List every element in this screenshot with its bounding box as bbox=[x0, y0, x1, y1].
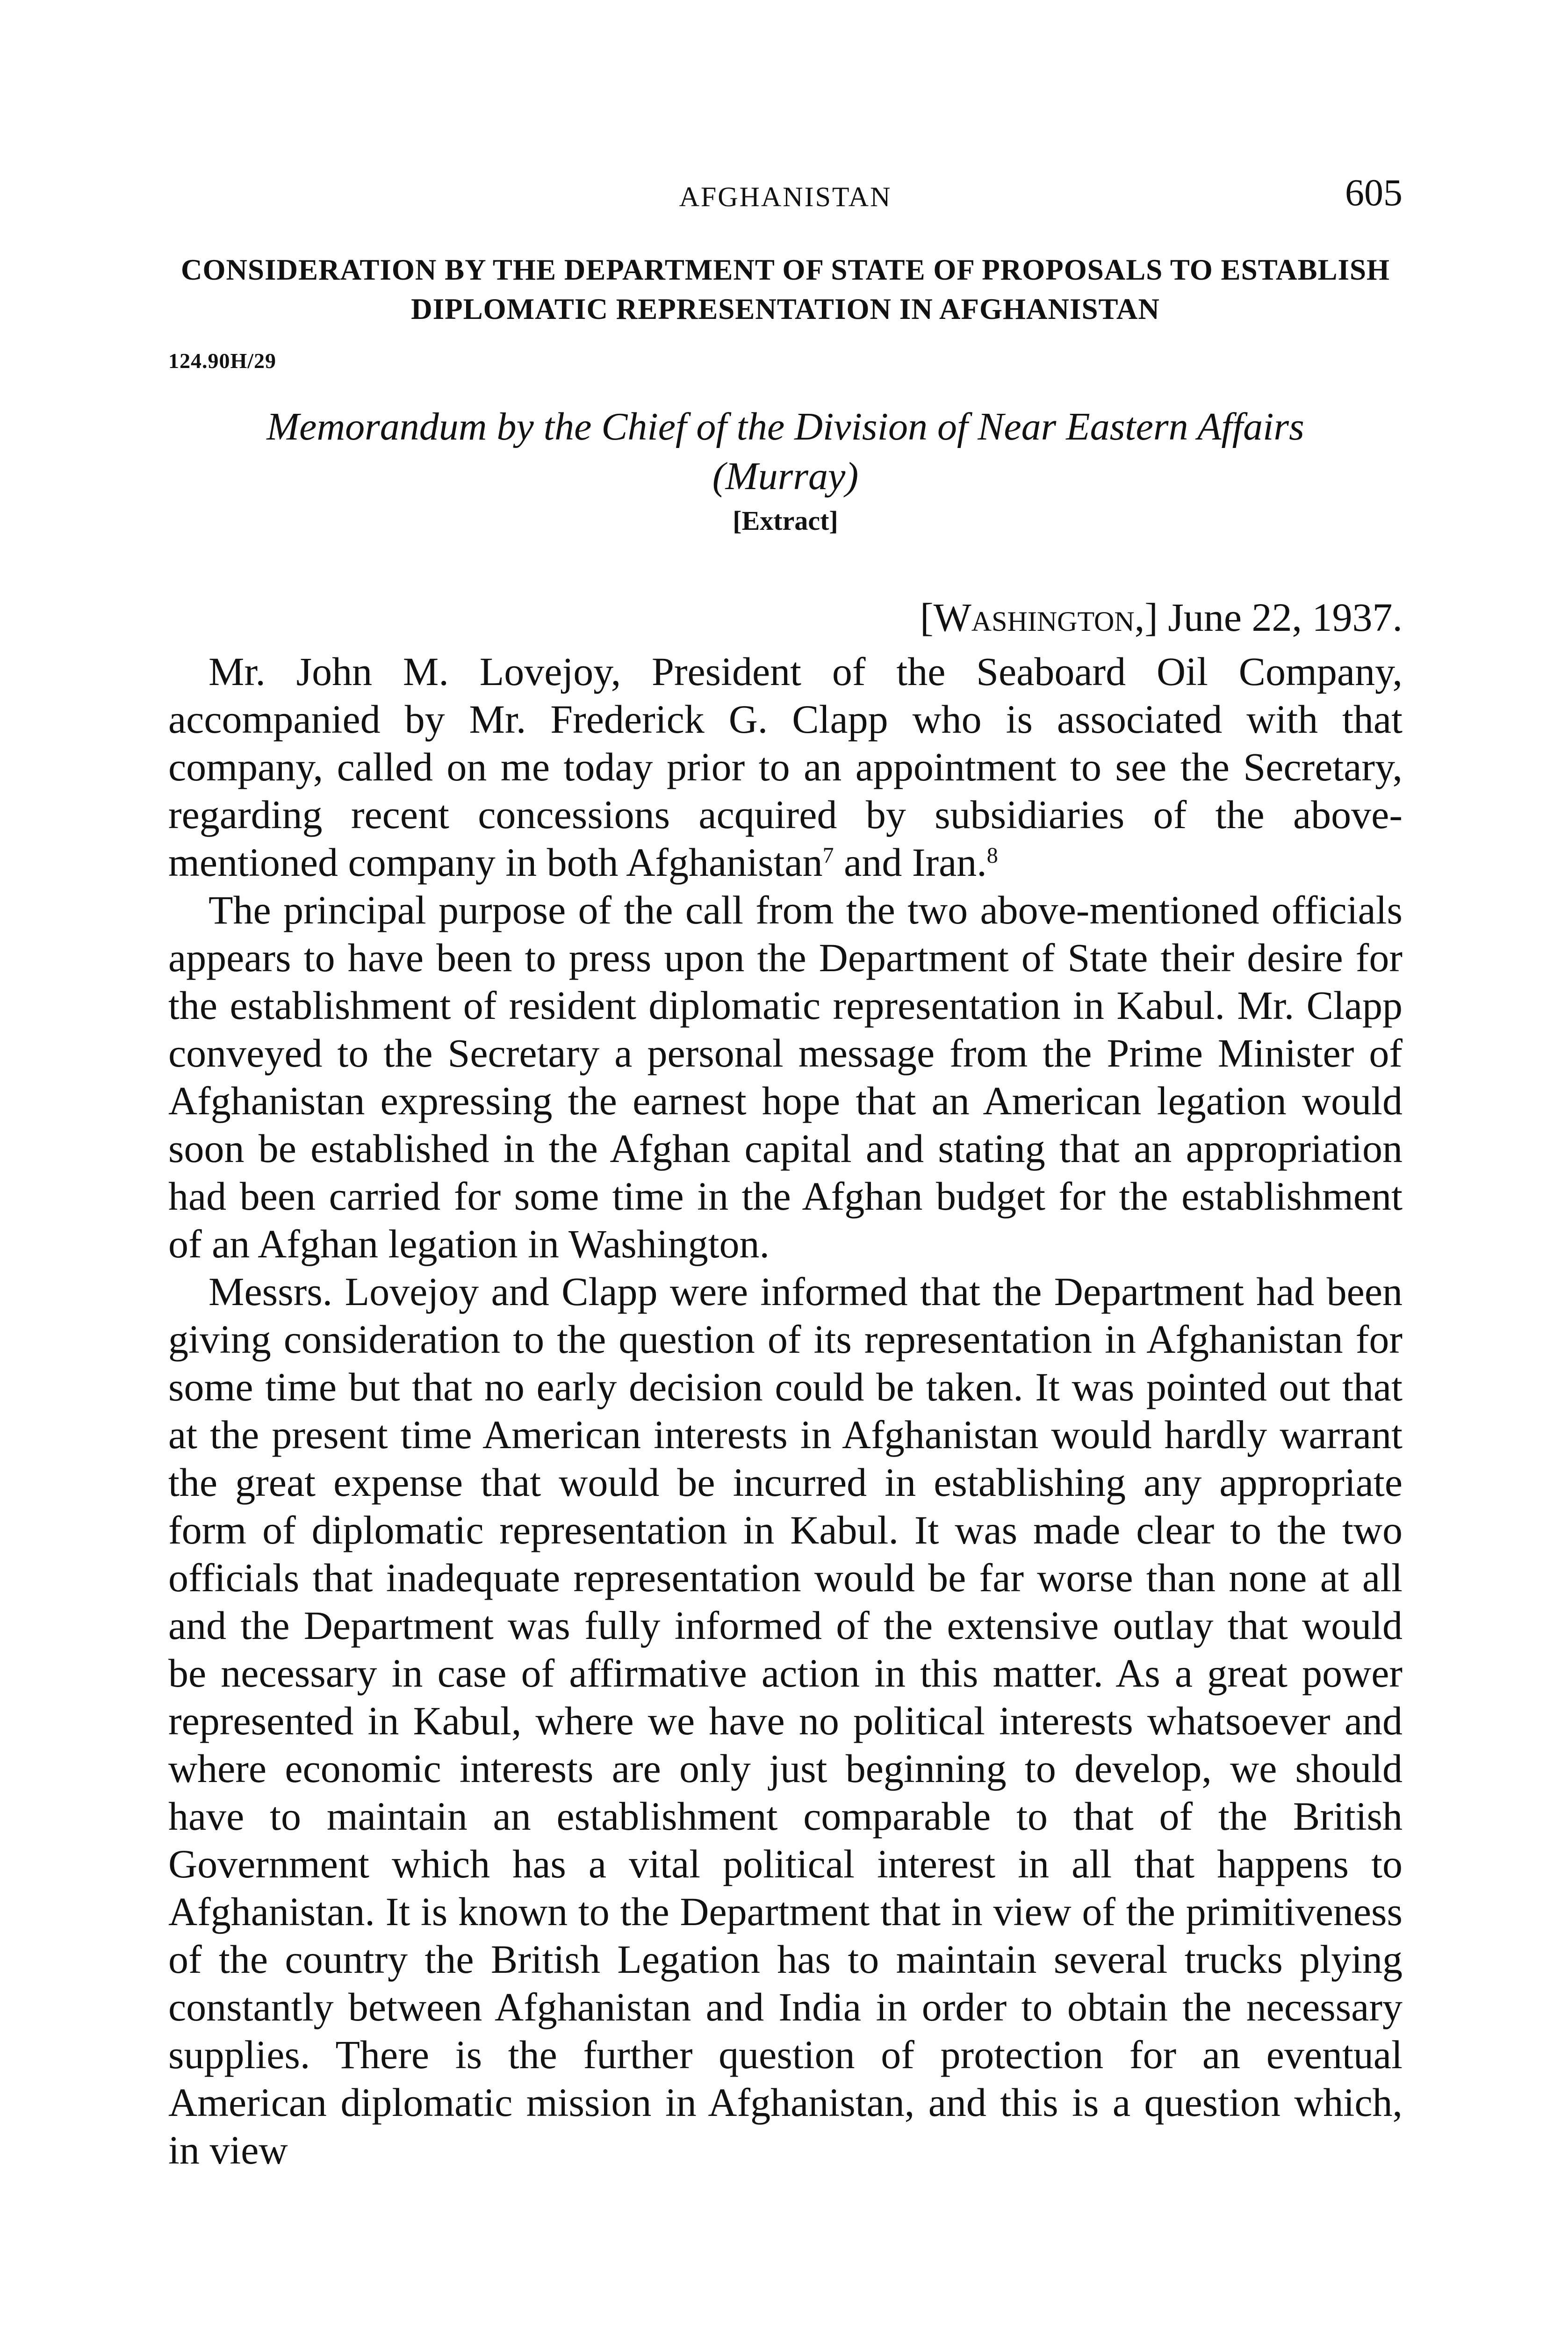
extract-label: [Extract] bbox=[733, 505, 838, 536]
dateline-place: [Washington,] bbox=[920, 595, 1158, 640]
section-heading: CONSIDERATION BY THE DEPARTMENT OF STATE OF PROPOSALS TO ESTABLISH DIPLOMATIC REPRESENTATION IN AFGHANISTAN bbox=[180, 253, 1390, 325]
paragraph-3: Messrs. Lovejoy and Clapp were informed that the Department had been giving consideration to the question of its representation in Afghanistan for some time but that no early decision could be taken. It was pointed out that at the present time American interests in Afghanistan would hardly warrant the great expense that would be incurred in establishing any appropriate form of diplomatic representation in Kabul. It was made clear to the two officials that inadequate representation would be far worse than none at all and the Department was fully informed of the extensive outlay that would be necessary in case of affirmative action in this matter. As a great power represented in Kabul, where we have no political interests whatsoever and where economic interests are only just beginning to develop, we should have to maintain an establishment comparable to that of the British Government which has a vital political interest in all that happens to Afghanistan. It is known to the Department that in view of the primitiveness of the country the British Legation has to maintain several trucks plying constantly between Afghanistan and India in order to obtain the necessary supplies. There is the further question of protection for an eventual American diplomatic mission in Afghanistan, and this is a question which, in view bbox=[168, 1269, 1403, 2172]
paragraph-1-text-a: Mr. John M. Lovejoy, President of the Seaboard Oil Company, accompanied by Mr. Frederick G. Clapp who is associated with that company, called on me today prior to an appointment to see the Secretary, regarding recent concessions acquired by subsidiaries of the above-mentioned company in both Afghanistan bbox=[168, 649, 1403, 885]
running-head-title: AFGHANISTAN bbox=[679, 181, 892, 212]
paragraph-2: The principal purpose of the call from the two above-mentioned officials appears to have been to press upon the Department of State their desire for the establishment of resident diplomatic representation in Kabul. Mr. Clapp conveyed to the Secretary a personal message from the Prime Minister of Afghanistan expressing the earnest hope that an American legation would soon be established in the Afghan capital and stating that an appropriation had been carried for some time in the Afghan budget for the establishment of an Afghan legation in Washington. bbox=[168, 888, 1403, 1266]
paragraph-1-text-b: and Iran. bbox=[834, 840, 987, 885]
memo-title: Memorandum by the Chief of the Division of Near Eastern Affairs (Murray) bbox=[266, 405, 1304, 498]
memo-body bbox=[168, 648, 1403, 2174]
footnote-ref-8: 8 bbox=[986, 843, 998, 868]
page-number: 605 bbox=[1345, 171, 1403, 214]
file-number: 124.90H/29 bbox=[168, 349, 277, 373]
paragraph-1 bbox=[168, 648, 1403, 886]
running-head bbox=[168, 171, 1403, 222]
footnote-ref-7: 7 bbox=[822, 843, 834, 868]
dateline bbox=[920, 594, 1403, 641]
dateline-date: June 22, 1937. bbox=[1168, 595, 1403, 640]
